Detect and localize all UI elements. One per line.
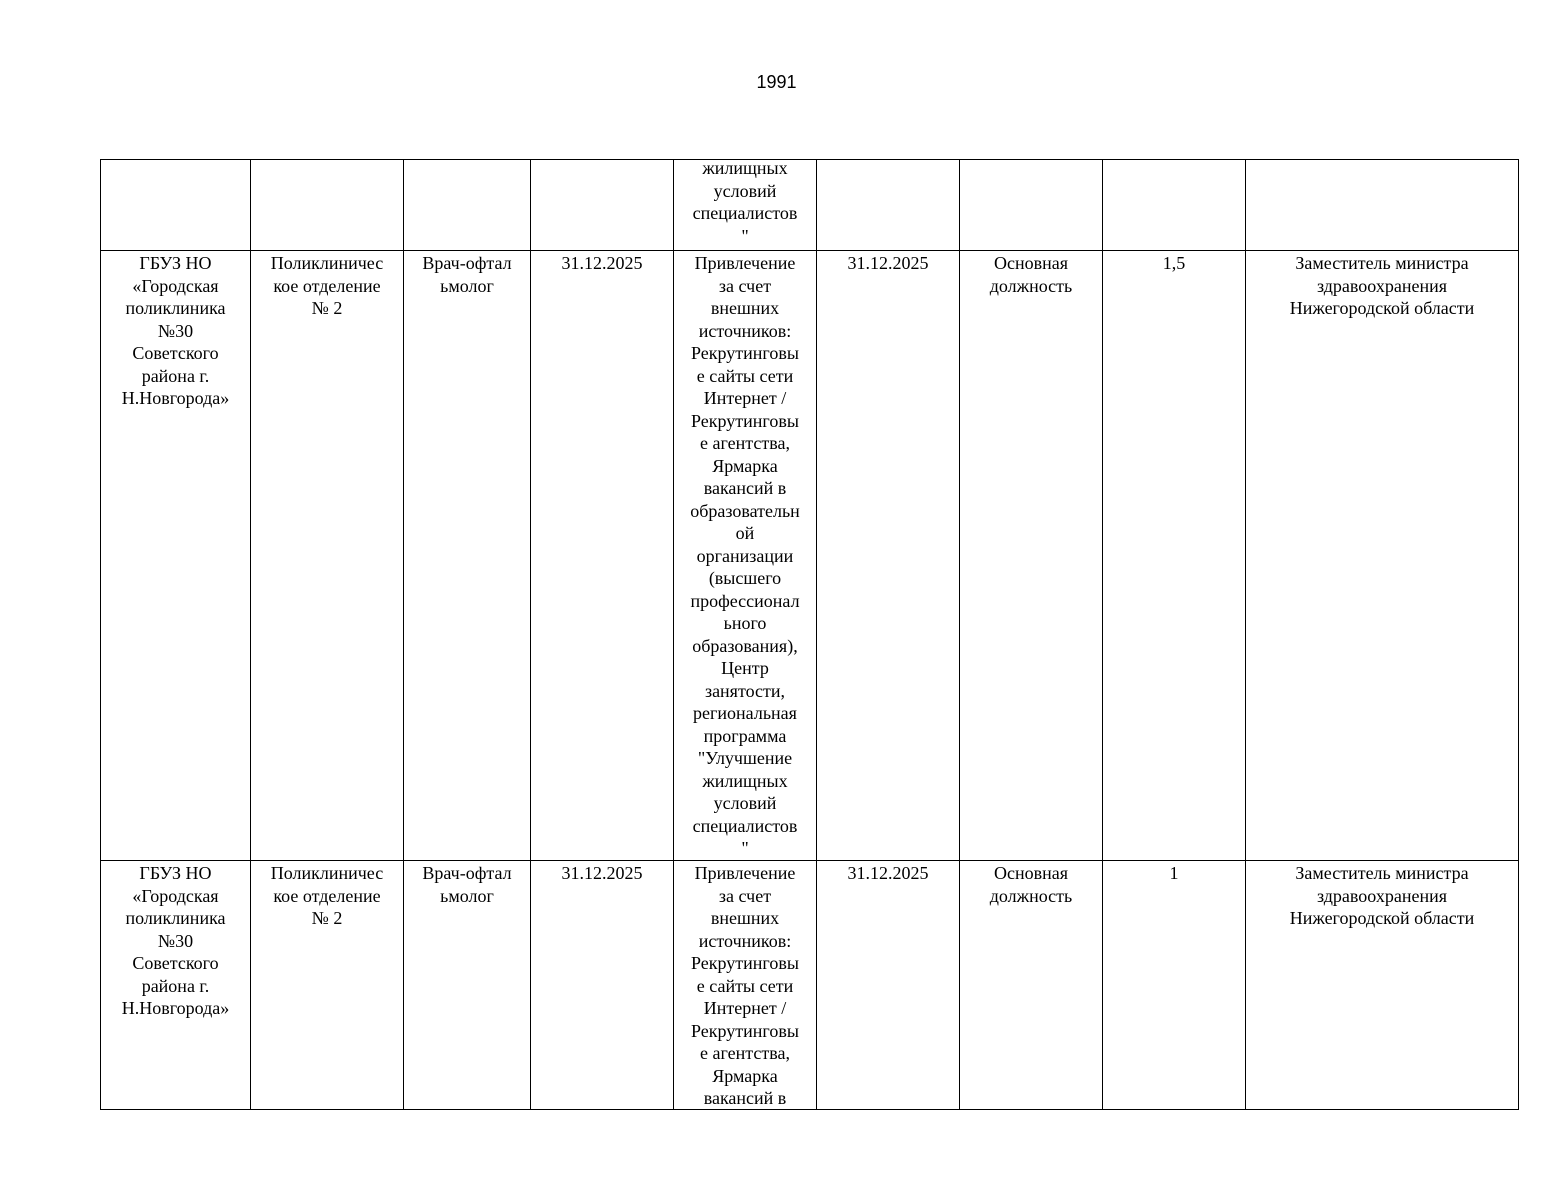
table-row-continuation [101,160,1519,251]
cell-date-1: 31.12.2025 [531,861,674,1110]
cell-department: Поликлиничес кое отделение № 2 [251,861,404,1110]
cell-job-type: Основная должность [960,251,1103,861]
cell-date-2 [817,160,960,251]
cell-position: Врач-офтал ьмолог [404,861,531,1110]
cell-position [404,160,531,251]
cell-date-2: 31.12.2025 [817,251,960,861]
cell-organization [101,160,251,251]
cell-date-1: 31.12.2025 [531,251,674,861]
cell-rate: 1 [1103,861,1246,1110]
cell-method-text: Привлечение за счет внешних источников: Рекрутинговы е сайты сети Интернет / Рекрутинговы е агентства, Ярмарка вакансий в [691,863,799,1108]
cell-department: Поликлиничес кое отделение № 2 [251,251,404,861]
staffing-table [100,159,1519,1110]
cell-department [251,160,404,251]
table-row [101,251,1519,861]
cell-method [674,861,817,1110]
cell-date-2: 31.12.2025 [817,861,960,1110]
table-row [101,861,1519,1110]
cell-rate: 1,5 [1103,251,1246,861]
cell-method-text: жилищных условий специалистов " [692,159,798,246]
cell-responsible [1246,160,1519,251]
cell-method [674,160,817,251]
page-number: 1991 [756,72,797,92]
cell-responsible: Заместитель министра здравоохранения Нижегородской области [1246,251,1519,861]
cell-date-1 [531,160,674,251]
cell-responsible: Заместитель министра здравоохранения Нижегородской области [1246,861,1519,1110]
cell-job-type [960,160,1103,251]
cell-organization: ГБУЗ НО «Городская поликлиника №30 Советского района г. Н.Новгорода» [101,861,251,1110]
cell-position: Врач-офтал ьмолог [404,251,531,861]
cell-rate [1103,160,1246,251]
cell-method: Привлечение за счет внешних источников: Рекрутинговы е сайты сети Интернет / Рекрутинговы е агентства, Ярмарка вакансий в образовательн ой организации (высшего профессионал ьного образования), Центр занятости, региональная программа "Улучшение жилищных условий специалистов " [674,251,817,861]
cell-job-type: Основная должность [960,861,1103,1110]
cell-organization: ГБУЗ НО «Городская поликлиника №30 Советского района г. Н.Новгорода» [101,251,251,861]
